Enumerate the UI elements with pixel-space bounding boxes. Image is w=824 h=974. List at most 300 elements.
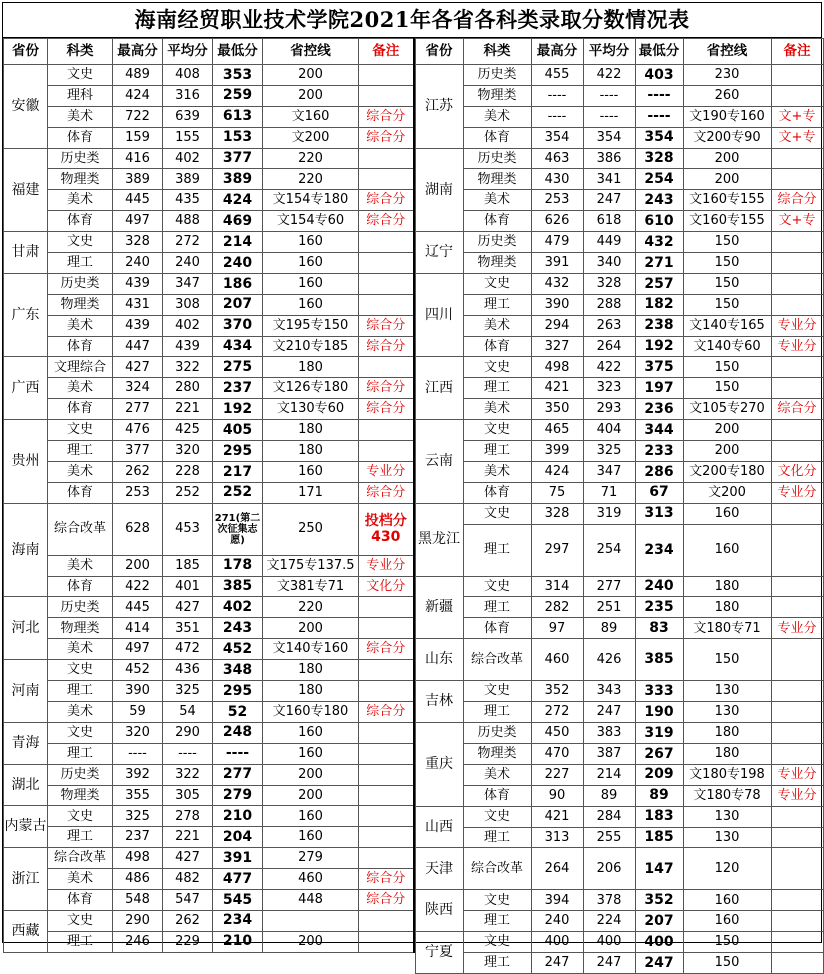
remark-cell (359, 420, 414, 441)
max-score-cell: ---- (531, 106, 583, 127)
province-cell: 贵州 (4, 420, 48, 504)
page-title: 海南经贸职业技术学院2021年各省各科类录取分数情况表 (3, 3, 821, 38)
avg-score-cell: 305 (163, 785, 213, 806)
control-line-cell: 230 (683, 65, 771, 86)
control-line-cell: 文130专60 (263, 399, 359, 420)
max-score-cell: 389 (113, 169, 163, 190)
min-score-cell: 83 (635, 618, 683, 639)
subject-cell: 体育 (48, 482, 113, 503)
column-header: 平均分 (583, 39, 635, 65)
avg-score-cell: 272 (163, 232, 213, 253)
min-score-cell: 391 (213, 848, 263, 869)
max-score-cell: 439 (113, 273, 163, 294)
subject-cell: 理工 (463, 827, 531, 848)
table-row (4, 482, 414, 503)
remark-cell (771, 65, 823, 86)
max-score-cell: ---- (531, 85, 583, 106)
control-line-cell: 200 (263, 785, 359, 806)
subject-cell: 美术 (463, 190, 531, 211)
table-row (4, 85, 414, 106)
table-row (415, 723, 823, 744)
max-score-cell: 416 (113, 148, 163, 169)
remark-cell (359, 618, 414, 639)
table-row (415, 148, 823, 169)
table-row (4, 806, 414, 827)
subject-cell: 文史 (463, 932, 531, 953)
remark-cell (771, 597, 823, 618)
table-row (415, 106, 823, 127)
min-score-cell: 275 (213, 357, 263, 378)
subject-cell: 体育 (48, 127, 113, 148)
subject-cell: 理工 (48, 253, 113, 274)
min-score-cell: 469 (213, 211, 263, 232)
remark-cell (771, 232, 823, 253)
max-score-cell: 240 (531, 911, 583, 932)
subject-cell: 体育 (48, 576, 113, 597)
subject-cell: 文史 (463, 890, 531, 911)
province-cell: 江西 (415, 357, 463, 420)
min-score-cell: 190 (635, 702, 683, 723)
subject-cell: 历史类 (48, 273, 113, 294)
table-row (415, 399, 823, 420)
max-score-cell: 465 (531, 420, 583, 441)
min-score-cell: 375 (635, 357, 683, 378)
control-line-cell: 130 (683, 827, 771, 848)
control-line-cell: 200 (263, 85, 359, 106)
subject-cell: 美术 (463, 461, 531, 482)
subject-cell: 文史 (48, 660, 113, 681)
avg-score-cell: 343 (583, 681, 635, 702)
remark-cell: 综合分 (359, 336, 414, 357)
avg-score-cell: 341 (583, 169, 635, 190)
subject-cell: 体育 (463, 336, 531, 357)
min-score-cell: 271 (635, 253, 683, 274)
subject-cell: 综合改革 (463, 848, 531, 890)
table-row (4, 211, 414, 232)
control-line-cell: 180 (683, 723, 771, 744)
table-row (4, 336, 414, 357)
province-cell: 湖北 (4, 764, 48, 806)
table-row (415, 953, 823, 974)
subject-cell: 理工 (463, 911, 531, 932)
max-score-cell: 414 (113, 618, 163, 639)
avg-score-cell: 247 (583, 190, 635, 211)
control-line-cell: 150 (683, 932, 771, 953)
header-row (4, 39, 414, 65)
min-score-cell: 153 (213, 127, 263, 148)
remark-cell (359, 806, 414, 827)
min-score-cell: 183 (635, 806, 683, 827)
table-row (415, 232, 823, 253)
remark-cell (771, 723, 823, 744)
table-row (4, 420, 414, 441)
remark-cell (771, 806, 823, 827)
remark-cell: 综合分 (359, 869, 414, 890)
control-line-cell: 150 (683, 953, 771, 974)
avg-score-cell: 263 (583, 315, 635, 336)
remark-cell (359, 441, 414, 462)
min-score-cell: 385 (213, 576, 263, 597)
min-score-cell: 405 (213, 420, 263, 441)
control-line-cell: 160 (683, 890, 771, 911)
control-line-cell: 448 (263, 889, 359, 910)
max-score-cell: 497 (113, 211, 163, 232)
table-row (415, 639, 823, 681)
avg-score-cell: 422 (583, 65, 635, 86)
avg-score-cell: 383 (583, 723, 635, 744)
avg-score-cell: 277 (583, 576, 635, 597)
control-line-cell: 160 (263, 232, 359, 253)
subject-cell: 历史类 (463, 148, 531, 169)
min-score-cell: 271(第二次征集志愿) (213, 503, 263, 555)
remark-cell (359, 357, 414, 378)
subject-cell: 体育 (463, 785, 531, 806)
control-line-cell: 文381专71 (263, 576, 359, 597)
max-score-cell: 450 (531, 723, 583, 744)
remark-cell (771, 911, 823, 932)
min-score-cell: 613 (213, 106, 263, 127)
province-cell: 海南 (4, 503, 48, 597)
control-line-cell: 200 (683, 420, 771, 441)
min-score-cell: 243 (635, 190, 683, 211)
province-cell: 广东 (4, 273, 48, 357)
table-row (4, 764, 414, 785)
min-score-cell: 233 (635, 441, 683, 462)
min-score-cell: 214 (213, 232, 263, 253)
subject-cell: 理工 (48, 931, 113, 952)
table-row (4, 785, 414, 806)
province-cell: 黑龙江 (415, 503, 463, 576)
province-cell: 福建 (4, 148, 48, 232)
subject-cell: 美术 (463, 399, 531, 420)
control-line-cell: 220 (263, 597, 359, 618)
avg-score-cell: 255 (583, 827, 635, 848)
max-score-cell: 262 (113, 461, 163, 482)
avg-score-cell: 547 (163, 889, 213, 910)
province-cell: 新疆 (415, 576, 463, 639)
avg-score-cell: 89 (583, 618, 635, 639)
subject-cell: 体育 (48, 399, 113, 420)
avg-score-cell: 54 (163, 701, 213, 722)
table-row (4, 169, 414, 190)
max-score-cell: 246 (113, 931, 163, 952)
province-cell: 天津 (415, 848, 463, 890)
avg-score-cell: 229 (163, 931, 213, 952)
max-score-cell: 439 (113, 315, 163, 336)
min-score-cell: 452 (213, 639, 263, 660)
remark-cell (771, 420, 823, 441)
table-row (415, 336, 823, 357)
avg-score-cell: 278 (163, 806, 213, 827)
max-score-cell: 548 (113, 889, 163, 910)
control-line-cell: 171 (263, 482, 359, 503)
control-line-cell: 文160专155 (683, 190, 771, 211)
control-line-cell: 260 (683, 85, 771, 106)
min-score-cell: 348 (213, 660, 263, 681)
remark-cell (771, 576, 823, 597)
min-score-cell: 333 (635, 681, 683, 702)
control-line-cell: 180 (683, 597, 771, 618)
table-row (415, 806, 823, 827)
province-cell: 甘肃 (4, 232, 48, 274)
max-score-cell: 424 (531, 461, 583, 482)
min-score-cell: 259 (213, 85, 263, 106)
avg-score-cell: 185 (163, 555, 213, 576)
table-row (415, 827, 823, 848)
min-score-cell: 353 (213, 65, 263, 86)
avg-score-cell: 320 (163, 441, 213, 462)
max-score-cell: 355 (113, 785, 163, 806)
subject-cell: 理科 (48, 85, 113, 106)
remark-cell: 综合分 (359, 889, 414, 910)
avg-score-cell: 400 (583, 932, 635, 953)
column-header: 最低分 (635, 39, 683, 65)
remark-cell: 综合分 (359, 701, 414, 722)
min-score-cell: 385 (635, 639, 683, 681)
control-line-cell: 200 (683, 169, 771, 190)
min-score-cell: 313 (635, 503, 683, 524)
max-score-cell: 489 (113, 65, 163, 86)
subject-cell: 文史 (48, 722, 113, 743)
table-row (415, 461, 823, 482)
avg-score-cell: 155 (163, 127, 213, 148)
min-score-cell: 209 (635, 764, 683, 785)
avg-score-cell: 308 (163, 294, 213, 315)
max-score-cell: 400 (531, 932, 583, 953)
max-score-cell: 314 (531, 576, 583, 597)
max-score-cell: 97 (531, 618, 583, 639)
min-score-cell: 234 (213, 910, 263, 931)
control-line-cell: 200 (263, 65, 359, 86)
max-score-cell: 479 (531, 232, 583, 253)
table-row (4, 273, 414, 294)
min-score-cell: 217 (213, 461, 263, 482)
province-cell: 安徽 (4, 65, 48, 149)
control-line-cell: 160 (263, 827, 359, 848)
max-score-cell: 290 (113, 910, 163, 931)
max-score-cell: 460 (531, 639, 583, 681)
province-cell: 浙江 (4, 848, 48, 911)
min-score-cell: 210 (213, 806, 263, 827)
avg-score-cell: 254 (583, 524, 635, 576)
remark-cell: 专业分 (771, 336, 823, 357)
control-line-cell: 150 (683, 294, 771, 315)
column-header: 省份 (4, 39, 48, 65)
max-score-cell: 390 (531, 294, 583, 315)
min-score-cell: 344 (635, 420, 683, 441)
max-score-cell: 455 (531, 65, 583, 86)
subject-cell: 美术 (48, 639, 113, 660)
subject-cell: 综合改革 (48, 848, 113, 869)
table-row (415, 378, 823, 399)
avg-score-cell: 425 (163, 420, 213, 441)
remark-cell (771, 294, 823, 315)
remark-cell: 综合分 (359, 399, 414, 420)
table-row (4, 378, 414, 399)
min-score-cell: 279 (213, 785, 263, 806)
max-score-cell: 350 (531, 399, 583, 420)
avg-score-cell: 401 (163, 576, 213, 597)
remark-cell: 综合分 (359, 127, 414, 148)
avg-score-cell: 293 (583, 399, 635, 420)
control-line-cell: 160 (683, 524, 771, 576)
province-cell: 山东 (415, 639, 463, 681)
table-row (4, 357, 414, 378)
subject-cell: 美术 (463, 764, 531, 785)
avg-score-cell: ---- (583, 85, 635, 106)
avg-score-cell: 347 (583, 461, 635, 482)
remark-cell: 综合分 (359, 211, 414, 232)
table-row (4, 294, 414, 315)
min-score-cell: 286 (635, 461, 683, 482)
table-row (415, 764, 823, 785)
column-header: 科类 (463, 39, 531, 65)
max-score-cell: 421 (531, 806, 583, 827)
subject-cell: 美术 (48, 555, 113, 576)
max-score-cell: 294 (531, 315, 583, 336)
avg-score-cell: 618 (583, 211, 635, 232)
control-line-cell: 160 (263, 273, 359, 294)
max-score-cell: 399 (531, 441, 583, 462)
table-row (4, 597, 414, 618)
control-line-cell: 文180专78 (683, 785, 771, 806)
table-row (415, 482, 823, 503)
remark-cell (771, 681, 823, 702)
remark-cell: 专业分 (771, 785, 823, 806)
control-line-cell: 200 (683, 441, 771, 462)
control-line-cell: 文140专160 (263, 639, 359, 660)
subject-cell: 历史类 (48, 597, 113, 618)
max-score-cell: 227 (531, 764, 583, 785)
column-header: 省份 (415, 39, 463, 65)
control-line-cell: 160 (263, 253, 359, 274)
control-line-cell: 160 (263, 722, 359, 743)
max-score-cell: 424 (113, 85, 163, 106)
avg-score-cell: 228 (163, 461, 213, 482)
max-score-cell: 427 (113, 357, 163, 378)
remark-cell (771, 441, 823, 462)
control-line-cell: 180 (263, 420, 359, 441)
subject-cell: 物理类 (463, 169, 531, 190)
table-row (4, 910, 414, 931)
remark-cell (359, 597, 414, 618)
remark-cell (359, 169, 414, 190)
max-score-cell: 354 (531, 127, 583, 148)
table-row (4, 869, 414, 890)
remark-cell (359, 848, 414, 869)
control-line-cell: 180 (263, 660, 359, 681)
remark-cell: 专业分 (771, 764, 823, 785)
table-row (4, 576, 414, 597)
table-row (4, 722, 414, 743)
table-row (4, 441, 414, 462)
subject-cell: 美术 (48, 378, 113, 399)
max-score-cell: 722 (113, 106, 163, 127)
subject-cell: 物理类 (463, 85, 531, 106)
table-row (415, 273, 823, 294)
min-score-cell: 234 (635, 524, 683, 576)
subject-cell: 文史 (48, 232, 113, 253)
max-score-cell: 297 (531, 524, 583, 576)
subject-cell: 美术 (48, 701, 113, 722)
subject-cell: 美术 (48, 106, 113, 127)
remark-cell (771, 932, 823, 953)
subject-cell: 体育 (463, 482, 531, 503)
table-row (4, 931, 414, 952)
max-score-cell: 352 (531, 681, 583, 702)
province-cell: 重庆 (415, 723, 463, 807)
subject-cell: 物理类 (463, 253, 531, 274)
subject-cell: 理工 (48, 743, 113, 764)
control-line-cell: 180 (683, 743, 771, 764)
table-row (415, 441, 823, 462)
control-line-cell: 文180专198 (683, 764, 771, 785)
control-line-cell: 文140专60 (683, 336, 771, 357)
avg-score-cell: 404 (583, 420, 635, 441)
remark-cell (359, 931, 414, 952)
table-row (415, 618, 823, 639)
avg-score-cell: 378 (583, 890, 635, 911)
min-score-cell: 238 (635, 315, 683, 336)
remark-cell (359, 910, 414, 931)
avg-score-cell: 206 (583, 848, 635, 890)
max-score-cell: 392 (113, 764, 163, 785)
province-cell: 河南 (4, 660, 48, 723)
max-score-cell: 497 (113, 639, 163, 660)
subject-cell: 文史 (463, 503, 531, 524)
max-score-cell: 75 (531, 482, 583, 503)
remark-cell: 综合分 (359, 190, 414, 211)
column-header: 科类 (48, 39, 113, 65)
column-header: 最高分 (531, 39, 583, 65)
table-row (415, 85, 823, 106)
table-row (4, 190, 414, 211)
avg-score-cell: 347 (163, 273, 213, 294)
avg-score-cell: 322 (163, 357, 213, 378)
subject-cell: 文史 (48, 806, 113, 827)
subject-cell: 文史 (463, 576, 531, 597)
table-row (415, 420, 823, 441)
min-score-cell: 389 (213, 169, 263, 190)
table-row (4, 503, 414, 555)
remark-cell (771, 273, 823, 294)
max-score-cell: 391 (531, 253, 583, 274)
province-cell: 河北 (4, 597, 48, 660)
remark-cell: 投档分430 (359, 503, 414, 555)
min-score-cell: 243 (213, 618, 263, 639)
control-line-cell: 文190专160 (683, 106, 771, 127)
avg-score-cell: 402 (163, 148, 213, 169)
province-cell: 湖南 (415, 148, 463, 232)
max-score-cell: 377 (113, 441, 163, 462)
avg-score-cell: 264 (583, 336, 635, 357)
control-line-cell: 文160专155 (683, 211, 771, 232)
province-cell: 吉林 (415, 681, 463, 723)
max-score-cell: 237 (113, 827, 163, 848)
avg-score-cell: 354 (583, 127, 635, 148)
remark-cell: 综合分 (771, 399, 823, 420)
control-line-cell: 200 (683, 148, 771, 169)
max-score-cell: 240 (113, 253, 163, 274)
column-header: 平均分 (163, 39, 213, 65)
control-line-cell: 180 (683, 576, 771, 597)
table-row (415, 681, 823, 702)
min-score-cell: 354 (635, 127, 683, 148)
table-row (4, 399, 414, 420)
max-score-cell: 430 (531, 169, 583, 190)
table-row (415, 890, 823, 911)
control-line-cell: 文200 (683, 482, 771, 503)
